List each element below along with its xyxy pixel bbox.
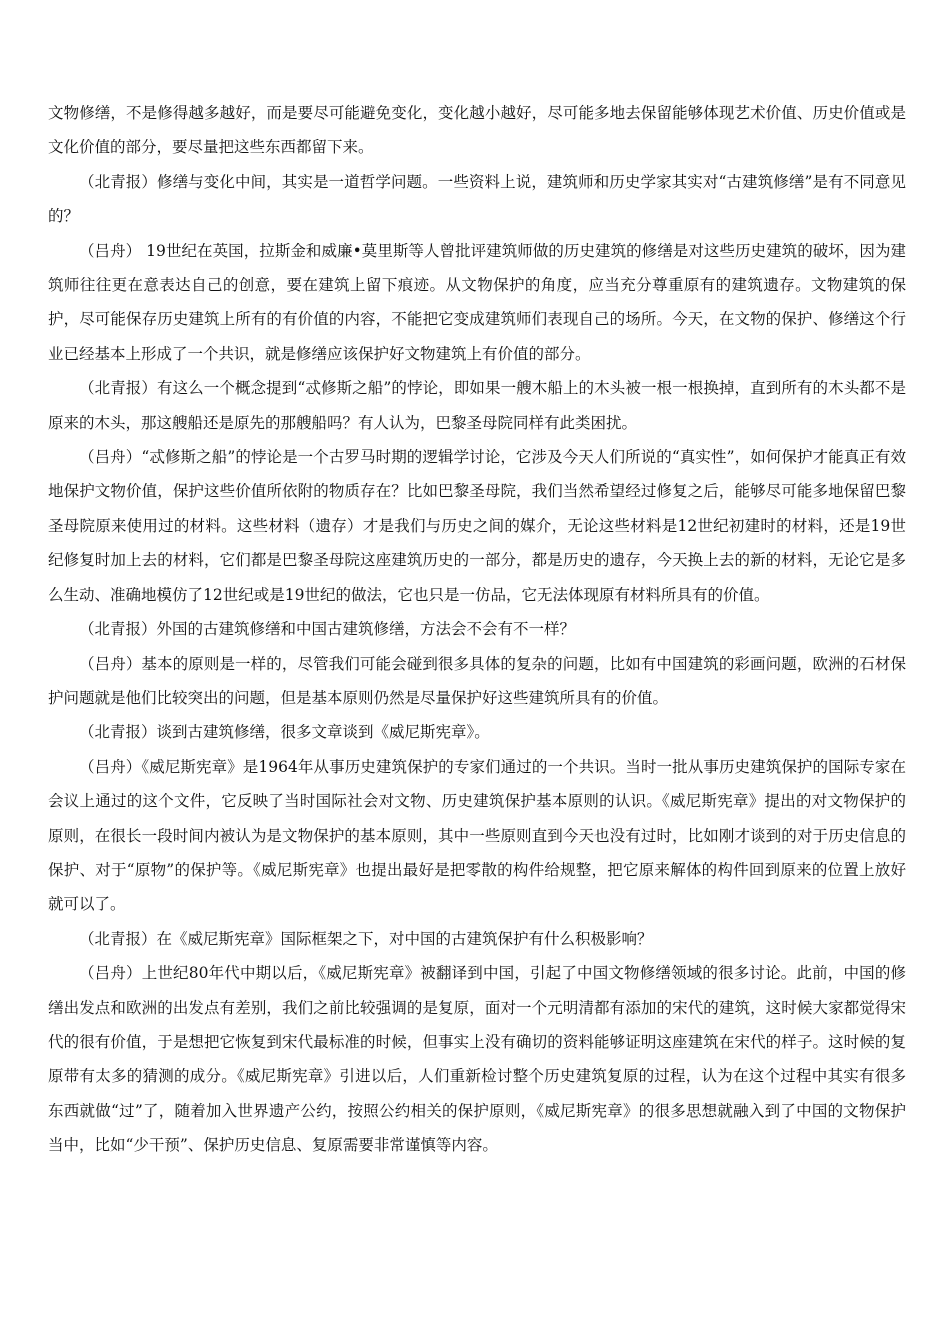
paragraph-continuation: 文物修缮，不是修得越多越好，而是要尽可能避免变化，变化越小越好，尽可能多地去保留能够体现艺术价值、历史价值或是文化价值的部分，要尽量把这些东西都留下来。 bbox=[48, 104, 906, 157]
paragraph-answer: （吕舟）“忒修斯之船”的悖论是一个古罗马时期的逻辑学讨论，它涉及今天人们所说的“真实性”，如何保护才能真正有效地保护文物价值，保护这些价值所依附的物质存在？比如巴黎圣母院，我们当然希望经过修复之后，能够尽可能多地保留巴黎圣母院原来使用过的材料。这些材料（遗存）才是我们与历史之间的媒介，无论这些材料是12世纪初建时的材料，还是19世纪修复时加上去的材料，它们都是巴黎圣母院这座建筑历史的一部分，都是历史的遗存，今天换上去的新的材料，无论它是多么生动、准确地模仿了12世纪或是19世纪的做法，它也只是一仿品，它无法体现原有材料所具有的价值。 bbox=[48, 448, 906, 604]
paragraph-answer: （吕舟）《威尼斯宪章》是1964年从事历史建筑保护的专家们通过的一个共识。当时一批从事历史建筑保护的国际专家在会议上通过的这个文件，它反映了当时国际社会对文物、历史建筑保护基本原则的认识。《威尼斯宪章》提出的对文物保护的原则，在很长一段时间内被认为是文物保护的基本原则，其中一些原则直到今天也没有过时，比如刚才谈到的对于历史信息的保护、对于“原物”的保护等。《威尼斯宪章》也提出最好是把零散的构件给规整，把它原来解体的构件回到原来的位置上放好就可以了。 bbox=[48, 757, 906, 914]
paragraph-question: （北青报）修缮与变化中间，其实是一道哲学问题。一些资料上说，建筑师和历史学家其实对“古建筑修缮”是有不同意见的？ bbox=[48, 172, 906, 226]
paragraph-question: （北青报）有这么一个概念提到“忒修斯之船”的悖论，即如果一艘木船上的木头被一根一根换掉，直到所有的木头都不是原来的木头，那这艘船还是原先的那艘船吗？有人认为，巴黎圣母院同样有此类困扰。 bbox=[48, 379, 906, 432]
paragraph-answer: （吕舟）基本的原则是一样的，尽管我们可能会碰到很多具体的复杂的问题，比如有中国建筑的彩画问题，欧洲的石材保护问题就是他们比较突出的问题，但是基本原则仍然是尽量保护好这些建筑所具有的价值。 bbox=[48, 654, 906, 707]
paragraph-question: （北青报）谈到古建筑修缮，很多文章谈到《威尼斯宪章》。 bbox=[79, 723, 490, 742]
paragraph-question: （北青报）在《威尼斯宪章》国际框架之下，对中国的古建筑保护有什么积极影响？ bbox=[79, 929, 653, 948]
paragraph-answer: （吕舟）上世纪80年代中期以后，《威尼斯宪章》被翻译到中国，引起了中国文物修缮领域的很多讨论。此前，中国的修缮出发点和欧洲的出发点有差别，我们之前比较强调的是复原，面对一个元明清都有添加的宋代的建筑，这时候大家都觉得宋代的很有价值，于是想把它恢复到宋代最标准的时候，但事实上没有确切的资料能够证明这座建筑在宋代的样子。这时候的复原带有太多的猜测的成分。《威尼斯宪章》引进以后，人们重新检讨整个历史建筑复原的过程，认为在这个过程中其实有很多东西就做“过”了，随着加入世界遗产公约，按照公约相关的保护原则，《威尼斯宪章》的很多思想就融入到了中国的文物保护当中，比如“少干预”、保护历史信息、复原需要非常谨慎等内容。 bbox=[48, 964, 906, 1155]
paragraph-answer: （吕舟） 19世纪在英国，拉斯金和威廉•莫里斯等人曾批评建筑师做的历史建筑的修缮是对这些历史建筑的破坏，因为建筑师往往更在意表达自己的创意，要在建筑上留下痕迹。从文物保护的角度，应当充分尊重原有的建筑遗存。文物建筑的保护，尽可能保存历史建筑上所有的有价值的内容，不能把它变成建筑师们表现自己的场所。今天，在文物的保护、修缮这个行业已经基本上形成了一个共识，就是修缮应该保护好文物建筑上有价值的部分。 bbox=[48, 241, 906, 363]
paragraph-question: （北青报）外国的古建筑修缮和中国古建筑修缮，方法会不会有不一样？ bbox=[79, 620, 576, 639]
article-body bbox=[48, 96, 906, 1163]
